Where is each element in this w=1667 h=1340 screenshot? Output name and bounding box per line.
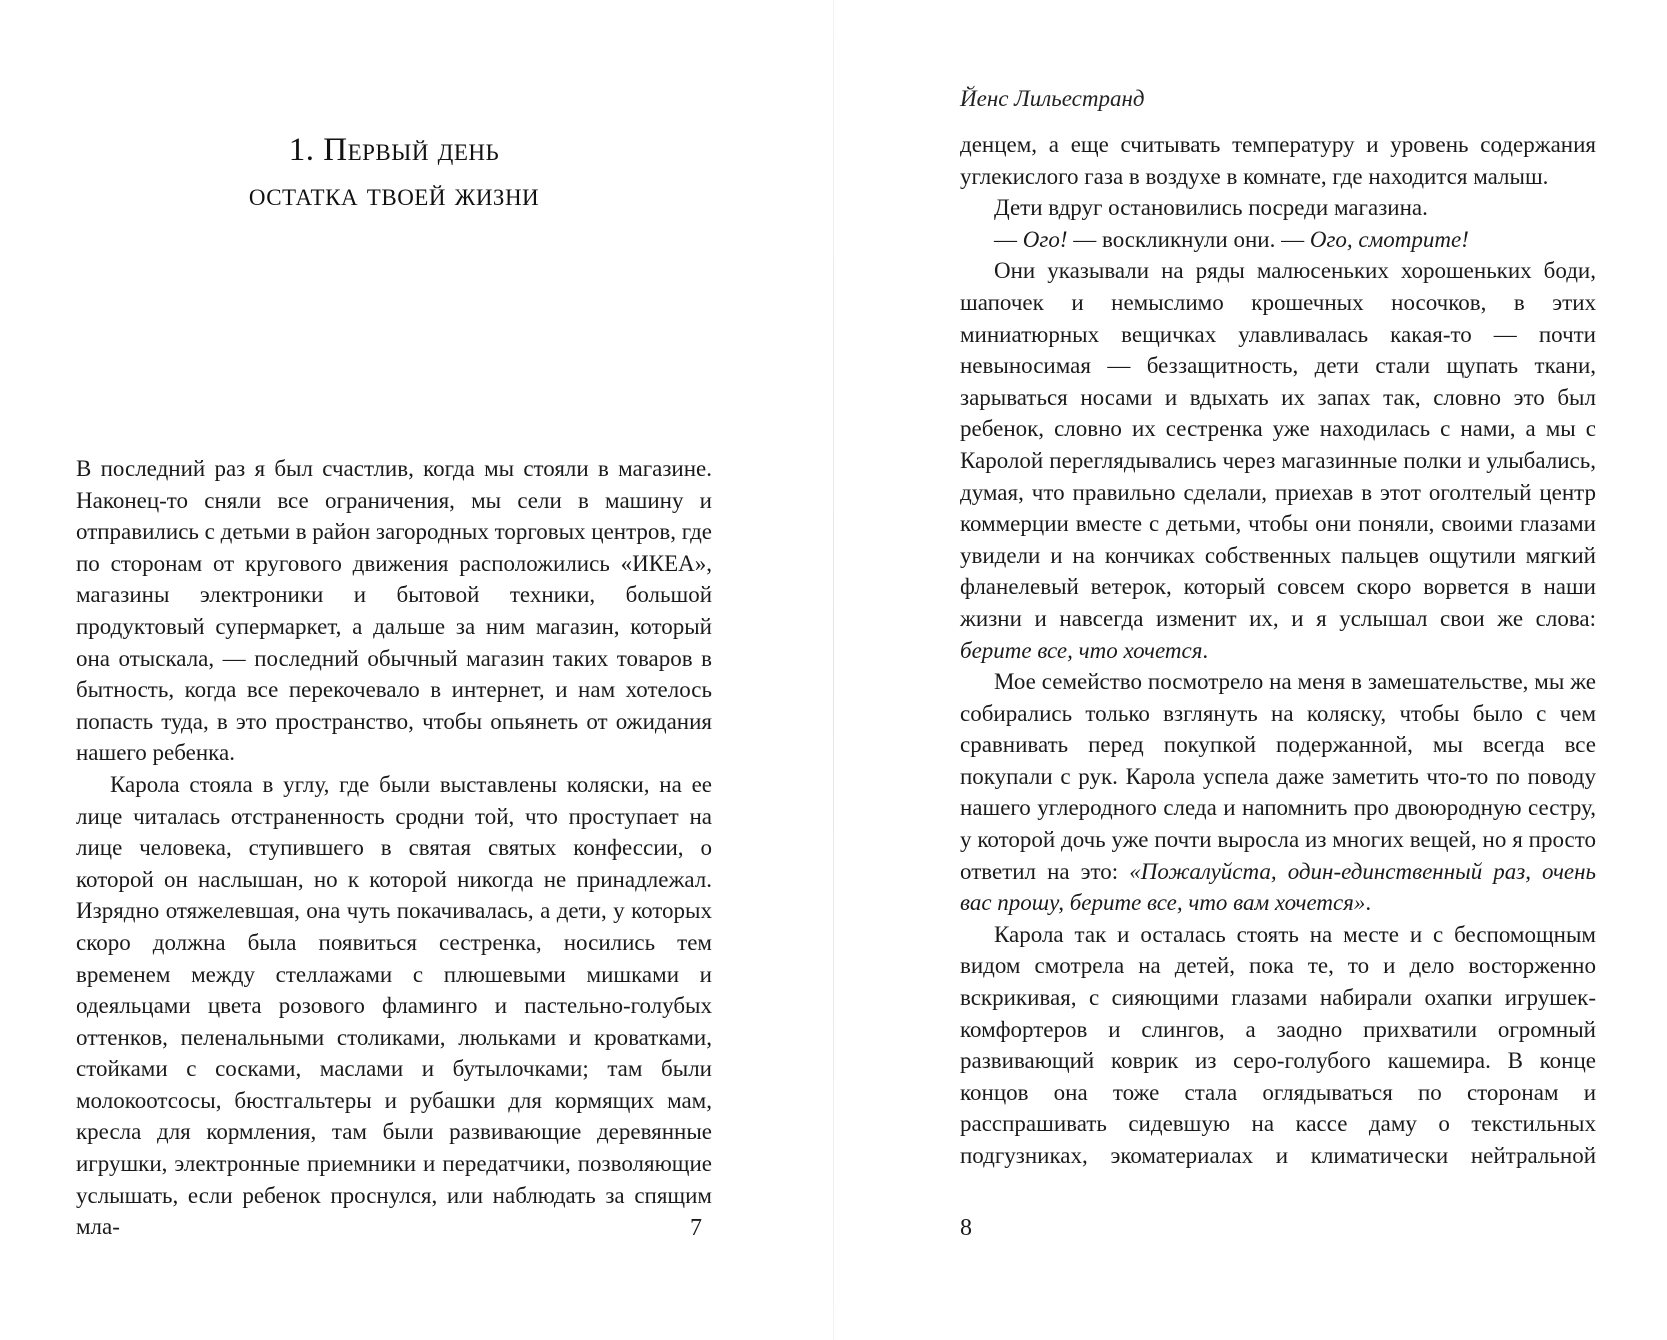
paragraph-text: Мое семейство посмотрело на меня в замешательстве, мы же собирались только взглянуть на коляску, чтобы было с чем сравнивать перед покупкой подержанной, мы всегда все покупали с рук. Карола успела даже заметить что-то по поводу нашего углеродного следа и напомнить про двоюродную сестру, у которой дочь уже почти выросла из многих вещей, но я просто ответил на это: xyxy=(960,669,1596,884)
dialogue-dash: — xyxy=(994,226,1023,252)
italic-quote: берите все, что хочется xyxy=(960,637,1203,663)
paragraph: денцем, а еще считывать температуру и уровень содержания углекислого газа в воздухе в комнате, где находится малыш. xyxy=(960,132,1596,189)
paragraph: В последний раз я был счастлив, когда мы стояли в магазине. Наконец-то сняли все ограничения, мы сели в машину и отправились с детьми в район загородных торговых центров, где по сторонам от кругового движения расположились «ИКЕА», магазины электроники и бытовой техники, большой продуктовый супермаркет, а дальше за ним магазин, который она отыскала, — последний обычный магазин таких товаров в бытность, когда все перекочевало в интернет, и нам хотелось попасть туда, в это пространство, чтобы опьянеть от ожидания нашего ребенка. xyxy=(76,456,712,766)
paragraph-end: . xyxy=(1365,890,1372,916)
chapter-title xyxy=(76,128,712,218)
paragraph xyxy=(960,666,1596,919)
left-page xyxy=(0,0,833,1340)
running-head-author: Йенс Лильестранд xyxy=(960,86,1145,111)
dialogue-paragraph xyxy=(960,224,1596,256)
paragraph: Дети вдруг остановились посреди магазина. xyxy=(994,195,1428,221)
right-body-text xyxy=(960,129,1596,1172)
page-number: 7 xyxy=(690,1215,702,1241)
paragraph-text: Они указывали на ряды малюсеньких хорошеньких боди, шапочек и немыслимо крошечных носочков, в этих миниатюрных вещичках улавливалась какая-то — почти невыносимая — беззащитность, дети стали щупать ткани, зарываться носами и вдыхать их запах так, словно это был ребенок, словно их сестренка уже находилась с нами, а мы с Каролой переглядывались через магазинные полки и улыбались, думая, что правильно сделали, приехав в этот оголтелый центр коммерции вместе с детьми, чтобы они поняли, своими глазами увидели и на кончиках собственных пальцев ощутили мягкий фланелевый ветерок, который совсем скоро ворвется в наши жизни и навсегда изменит их, и я услышал свои же слова: xyxy=(960,258,1596,631)
chapter-title-line-2: остатка твоей жизни xyxy=(248,177,540,213)
paragraph xyxy=(960,255,1596,666)
chapter-title-line-1: 1. Первый день xyxy=(288,132,500,168)
left-body-text xyxy=(76,453,712,1243)
dialogue-attribution: — воскликнули они. — xyxy=(1067,226,1310,252)
exclamation-text: Ого! xyxy=(1022,226,1068,252)
paragraph: Карола стояла в углу, где были выставлены коляски, на ее лице читалась отстраненность сродни той, что проступает на лице человека, ступившего в святая святых конфессии, о которой он наслышан, но к которой никогда не принадлежал. Изрядно отяжелевшая, она чуть покачивалась, а дети, у которых скоро должна была появиться сестренка, носились тем временем между стеллажами с плюшевыми мишками и одеяльцами цвета розового фламинго и пастельно-голубых оттенков, пеленальными столиками, люльками и кроватками, стойками с сосками, маслами и бутылочками; там были молокоотсосы, бюстгальтеры и рубашки для кормящих мам, кресла для кормления, там были развивающие деревянные игрушки, электронные приемники и передатчики, позволяющие услышать, если ребенок проснулся, или наблюдать за спящим мла- xyxy=(76,771,712,1240)
right-page xyxy=(834,0,1667,1340)
paragraph: Карола так и осталась стоять на месте и с беспомощным видом смотрела на детей, пока те, то и дело восторженно вскрикивая, с сияющими глазами набирали охапки игрушек-комфортеров и слингов, а заодно прихватили огромный развивающий коврик из серо-голубого кашемира. В конце концов она тоже стала оглядываться по сторонам и расспрашивать сидевшую на кассе даму о текстильных подгузниках, экоматериалах и климатически нейтральной xyxy=(960,921,1596,1168)
exclamation-text: Ого, смотрите! xyxy=(1309,226,1469,252)
paragraph-end: . xyxy=(1202,637,1209,663)
italic-quote: «Пожалуйста, один-единственный раз, очень вас прошу, берите все, что вам хочется» xyxy=(960,858,1596,916)
page-number: 8 xyxy=(960,1215,972,1241)
